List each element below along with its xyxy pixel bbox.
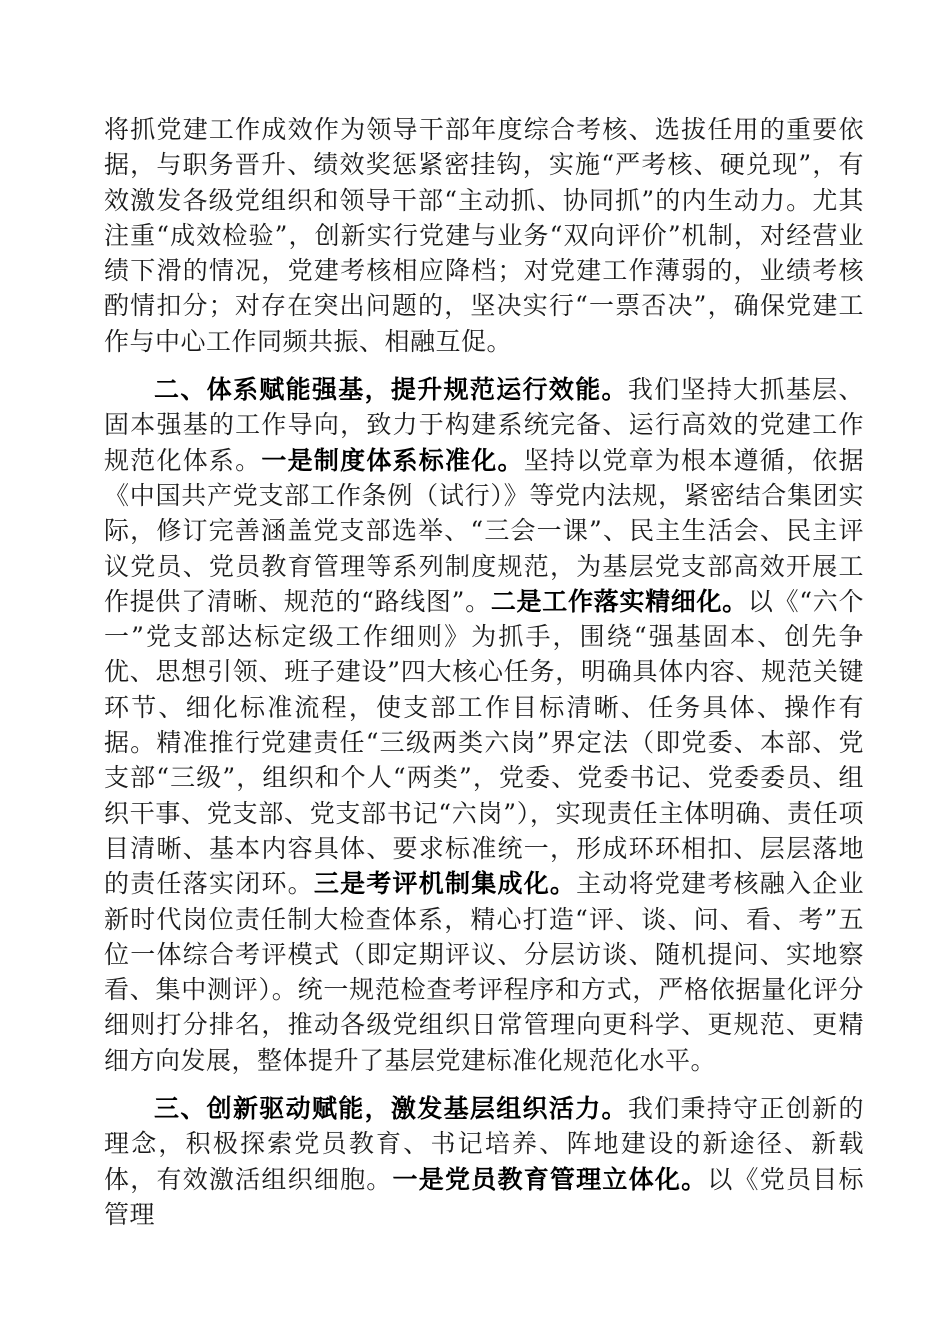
body-text: 以《党员目标管理: [104, 1164, 864, 1229]
section-heading-three: 三、创新驱动赋能，激发基层组织活力。: [154, 1094, 628, 1124]
body-text: 主动将党建考核融入企业新时代岗位责任制大检查体系，精心打造“评、谈、问、看、考”五位一体综合考评模式（即定期评议、分层访谈、随机提问、实地察看、集中测评）。统一规范检查考评程序和方式，严格依据量化评分细则打分排名，推动各级党组织日常管理向更科学、更规范、更精细方向发展，整体提升了基层党建标准化规范化水平。: [104, 869, 864, 1075]
subheading-one: 一是制度体系标准化。: [261, 445, 524, 475]
paragraph-3: [104, 1091, 864, 1232]
subheading-three: 三是考评机制集成化。: [313, 869, 577, 899]
body-text: 我们秉持守正创新的理念，积极探索党员教育、书记培养、阵地建设的新途径、新载体，有效激活组织细胞。: [104, 1094, 864, 1194]
subheading-one: 一是党员教育管理立体化。: [392, 1164, 708, 1194]
body-text: 以《“六个一”党支部达标定级工作细则》为抓手，围绕“强基固本、创先争优、思想引领、班子建设”四大核心任务，明确具体内容、规范关键环节、细化标准流程，使支部工作目标清晰、任务具体、操作有据。精准推行党建责任“三级两类六岗”界定法（即党委、本部、党支部“三级”，组织和个人“两类”，党委、党委书记、党委委员、组织干事、党支部、党支部书记“六岗”），实现责任主体明确、责任项目清晰、基本内容具体、要求标准统一，形成环环相扣、层层落地的责任落实闭环。: [104, 586, 864, 899]
section-heading-two: 二、体系赋能强基，提升规范运行效能。: [154, 375, 628, 405]
document-body: [104, 112, 864, 1232]
subheading-two: 二是工作落实精细化。: [490, 586, 748, 616]
body-text: 坚持以党章为根本遵循，依据《中国共产党支部工作条例（试行）》等党内法规，紧密结合集团实际，修订完善涵盖党支部选举、“三会一课”、民主生活会、民主评议党员、党员教育管理等系列制度规范，为基层党支部高效开展工作提供了清晰、规范的“路线图”。: [104, 445, 864, 616]
body-text: 我们坚持大抓基层、固本强基的工作导向，致力于构建系统完备、运行高效的党建工作规范化体系。: [104, 375, 864, 475]
paragraph-2: [104, 372, 864, 1078]
paragraph-1: [104, 112, 864, 359]
body-text: 将抓党建工作成效作为领导干部年度综合考核、选拔任用的重要依据，与职务晋升、绩效奖惩紧密挂钩，实施“严考核、硬兑现”，有效激发各级党组织和领导干部“主动抓、协同抓”的内生动力。尤其注重“成效检验”，创新实行党建与业务“双向评价”机制，对经营业绩下滑的情况，党建考核相应降档；对党建工作薄弱的，业绩考核酌情扣分；对存在突出问题的，坚决实行“一票否决”，确保党建工作与中心工作同频共振、相融互促。: [104, 115, 864, 356]
